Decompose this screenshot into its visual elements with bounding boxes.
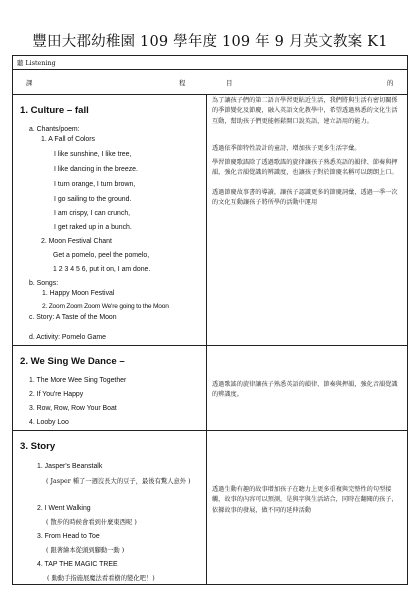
header-divider-top xyxy=(13,69,407,70)
section-heading-we-sing: 2. We Sing We Dance – xyxy=(20,356,125,367)
column-divider xyxy=(206,94,207,584)
section-1-line: I am crispy, I can crunch, xyxy=(54,210,131,217)
section-1-line: c. Story: A Taste of the Moon xyxy=(29,314,117,321)
section-divider xyxy=(13,430,407,431)
section-3-line: 4. TAP THE MAGIC TREE xyxy=(37,561,118,568)
section-1-line: I go sailing to the ground. xyxy=(54,196,132,203)
column-header-goal: 目 xyxy=(226,79,233,87)
header-divider-bottom xyxy=(13,94,407,95)
section-1-line: I like sunshine, I like tree, xyxy=(54,151,132,158)
section-1-goal: 透過依季節特性設計的童詩，增加孩子更多生活字彙。 xyxy=(212,145,361,152)
section-1-line: I get raked up in a bunch. xyxy=(54,224,132,231)
lesson-plan-table xyxy=(12,55,408,585)
section-1-line: 1. Happy Moon Festival xyxy=(42,290,115,297)
section-2-goal: 透過歌謠的旋律讓孩子熟悉英語的韻律、節奏與押韻，強化音韻覺識的辨識度。 xyxy=(212,381,398,399)
section-1-line: I turn orange, I turn brown, xyxy=(54,181,136,188)
section-2-line: 1. The More Wee Sing Together xyxy=(29,377,127,384)
section-1-line: 2. Zoom Zoom Zoom We're going to the Moon xyxy=(42,303,169,310)
column-header-course: 課 xyxy=(26,79,33,87)
section-2-line: 2. If You're Happy xyxy=(29,391,84,398)
section-1-line: I like dancing in the breeze. xyxy=(54,166,138,173)
section-3-line: ( Jasper 種了一週沒長大的豆子，最後有驚人意外 ) xyxy=(46,478,191,485)
column-header-process: 程 xyxy=(179,79,186,87)
section-1-goal: 為了讓孩子們的第二語言學習更貼近生活，我們將與生活有密切關係的季節變化及節慶，融入英語文化教學中，希望透過熟悉的文化生活互動，幫助孩子們更能輕鬆開口說英語，建立語用的能力。 xyxy=(212,97,398,125)
section-2-line: 4. Looby Loo xyxy=(29,419,69,426)
section-3-goal: 透過生動有趣的故事增加孩子在聽力上更多重複與完整性的句型接觸，故事的內容可以預測，是與字與生活結合，同時在翻閱的孩子，依據故事的發展，做不同的延伸活動 xyxy=(212,486,398,514)
section-3-line: 3. From Head to Toe xyxy=(37,533,100,540)
listening-label: 聽 Listening xyxy=(17,59,56,67)
section-3-line: ( 跟著繪本從頭到腳動一動 ) xyxy=(46,547,125,554)
section-2-line: 3. Row, Row, Row Your Boat xyxy=(29,405,117,412)
section-3-line: ( 散步的時候會看到什麼東西呢 ) xyxy=(46,519,137,526)
section-1-line: b. Songs: xyxy=(29,280,59,287)
section-heading-story: 3. Story xyxy=(20,441,56,452)
section-1-line: 2. Moon Festival Chant xyxy=(41,238,112,245)
section-divider xyxy=(13,345,407,346)
page-title: 豐田大郡幼稚園 109 學年度 109 年 9 月英文教案 K1 xyxy=(32,34,388,50)
section-heading-culture: 1. Culture – fall xyxy=(20,105,89,116)
section-1-line: 1 2 3 4 5 6, put it on, I am done. xyxy=(53,266,151,273)
section-1-line: 1. A Fall of Colors xyxy=(41,136,96,143)
section-3-line: 1. Jasper's Beanstalk xyxy=(37,463,103,470)
column-header-of: 的 xyxy=(387,79,394,87)
section-1-line: Get a pomelo, peel the pomelo, xyxy=(53,252,150,259)
section-1-goal: 學習節慶歌謠除了透過歌謠的旋律讓孩子熟悉英語的韻律、節奏與押韻，強化音韻覺識的辨識度，也讓孩子對於節慶名稱可以朗朗上口。 xyxy=(212,159,398,177)
section-3-line: 2. I Went Walking xyxy=(37,505,91,512)
section-1-line: a. Chants/poem: xyxy=(29,126,80,133)
section-3-line: ( 動動手指施展魔法看看樹的變化吧！) xyxy=(47,575,155,582)
section-1-line: d. Activity: Pomelo Game xyxy=(29,334,106,341)
section-1-goal: 透過節慶故事書的導讀，讓孩子認識更多的節慶詞彙，透過一季一次的文化互動讓孩子將所學的活動中運用 xyxy=(212,189,398,207)
